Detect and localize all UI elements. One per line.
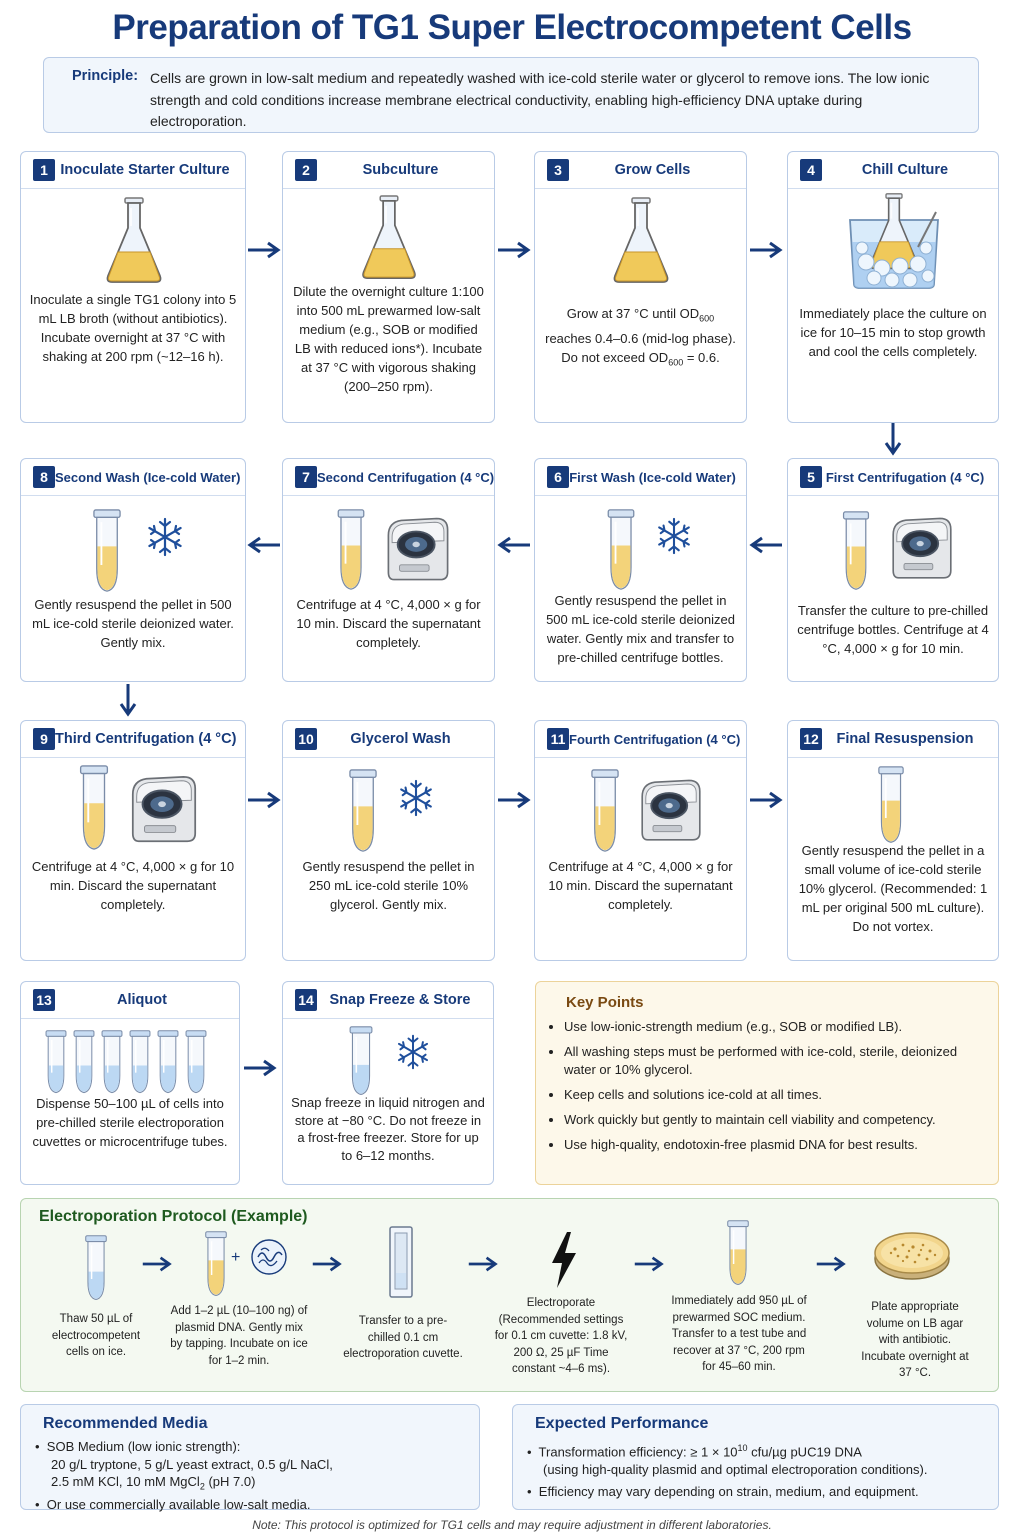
- step-card-11: [534, 720, 747, 961]
- step-number: 14: [295, 989, 317, 1011]
- step-header: [21, 721, 245, 758]
- step-header: [283, 721, 494, 758]
- step-title: Final Resuspension: [836, 731, 974, 747]
- step-text: Gently resuspend the pellet in a small volume of ice-cold sterile 10% glycerol. (Recommended: 1 mL per original 500 mL culture). Do not vortex.: [798, 843, 988, 934]
- step-header: [21, 152, 245, 189]
- list-item: • Efficiency may vary depending on strain, medium, and equipment.: [527, 1484, 919, 1500]
- arrow-right-icon: [467, 1255, 499, 1273]
- step-title: Aliquot: [117, 992, 167, 1008]
- step-number: 3: [547, 159, 569, 181]
- arrow-right-icon: [496, 240, 532, 260]
- centrifuge-icon: [535, 761, 747, 861]
- step-title: Grow Cells: [614, 162, 691, 178]
- tube-icon: [727, 1219, 749, 1287]
- arrow-down-icon: [883, 421, 903, 457]
- step-title: Third Centrifugation (4 °C): [55, 731, 237, 747]
- step-number: 7: [295, 466, 317, 488]
- key-points-title: Key Points: [566, 994, 644, 1011]
- centrifuge-icon: [283, 499, 495, 599]
- step-header: [535, 152, 746, 189]
- step-number: 11: [547, 728, 569, 750]
- list-item: • Keep cells and solutions ice-cold at all times.: [564, 1086, 984, 1104]
- step-number: 6: [547, 466, 569, 488]
- centrifuge-icon: [21, 761, 246, 861]
- performance-body: [527, 1439, 992, 1501]
- step-card-6: [534, 458, 747, 682]
- step-title: Inoculate Starter Culture: [60, 162, 230, 178]
- step-text: Centrifuge at 4 °C, 4,000 × g for 10 min. Discard the supernatant completely.: [296, 597, 481, 650]
- flask-icon: [21, 192, 246, 292]
- step-header: [788, 721, 998, 758]
- step-number: 5: [800, 466, 822, 488]
- footnote: Note: This protocol is optimized for TG1 cells and may require adjustment in different laboratories.: [252, 1518, 772, 1532]
- arrow-right-icon: [496, 790, 532, 810]
- step-header: [535, 459, 746, 496]
- electro-step-text: Thaw 50 µL of electrocompetent cells on ice.: [51, 1313, 141, 1358]
- page-title: Preparation of TG1 Super Electrocompetent Cells: [112, 8, 912, 47]
- flask-icon: [535, 192, 747, 292]
- arrow-right-icon: [815, 1255, 847, 1273]
- step-number: 2: [295, 159, 317, 181]
- tube-icon: [283, 761, 495, 861]
- arrow-right-icon: [246, 240, 282, 260]
- principle-label: Principle:: [72, 68, 139, 84]
- electroporation-box: [20, 1198, 999, 1392]
- principle-text: Cells are grown in low-salt medium and repeatedly washed with ice-cold sterile water or glycerol to remove ions. The low ionic strength and cold conditions increase membrane electrical conductivity, enabling high-efficiency DNA uptake during electroporation.: [150, 70, 930, 129]
- list-item: • Or use commercially available low-salt media.: [35, 1497, 311, 1513]
- arrow-right-icon: [748, 240, 784, 260]
- step-card-13: [20, 981, 240, 1185]
- step-title: Subculture: [362, 162, 439, 178]
- list-item: • Use high-quality, endotoxin-free plasmid DNA for best results.: [564, 1136, 984, 1154]
- step-title: Chill Culture: [861, 162, 949, 178]
- step-text: Gently resuspend the pellet in 500 mL ice-cold sterile deionized water. Gently mix.: [32, 597, 234, 650]
- step-title: Fourth Centrifugation (4 °C): [569, 731, 741, 747]
- step-title: Snap Freeze & Store: [329, 992, 471, 1008]
- performance-title: Expected Performance: [535, 1415, 709, 1432]
- step-header: [788, 459, 998, 496]
- flask-icon: [283, 192, 495, 292]
- key-points-list: [550, 1018, 984, 1161]
- electro-step-text: Electroporate (Recommended settings for 0.1 cm cuvette: 1.8 kV, 200 Ω, 25 µF Time constant ~4–6 ms).: [494, 1297, 628, 1375]
- step-header: [21, 459, 245, 496]
- step-card-7: [282, 458, 495, 682]
- arrow-left-icon: [246, 535, 282, 555]
- centrifuge-icon: [788, 499, 999, 599]
- arrow-right-icon: [748, 790, 784, 810]
- step-text: Gently resuspend the pellet in 250 mL ice-cold sterile 10% glycerol. Gently mix.: [302, 859, 475, 912]
- step-header: [535, 721, 746, 758]
- step-text: Inoculate a single TG1 colony into 5 mL LB broth (without antibiotics). Incubate overnight at 37 °C with shaking at 200 rpm (~12–16 h).: [29, 292, 237, 364]
- plasmid-dna-icon: [249, 1237, 289, 1277]
- step-number: 9: [33, 728, 55, 750]
- list-item: • Transformation efficiency: ≥ $1 \times 10^{10}$ cfu/µg pUC19 DNA: [527, 1443, 862, 1460]
- arrow-right-icon: [141, 1255, 173, 1273]
- arrow-down-icon: [118, 682, 138, 718]
- step-card-4: [787, 151, 999, 423]
- electro-step-text: Plate appropriate volume on LB agar with antibiotic. Incubate overnight at 37 °C.: [861, 1301, 969, 1379]
- step-card-1: [20, 151, 246, 423]
- media-body: [35, 1438, 475, 1514]
- step-text: Immediately place the culture on ice for 10–15 min to stop growth and cool the cells completely.: [799, 306, 987, 359]
- arrow-right-icon: [633, 1255, 665, 1273]
- tube-icon: [205, 1231, 227, 1297]
- principle-box: [43, 57, 979, 133]
- step-header: [283, 982, 493, 1019]
- step-title: First Centrifugation (4 °C): [825, 469, 985, 485]
- arrow-left-icon: [748, 535, 784, 555]
- arrow-right-icon: [246, 790, 282, 810]
- step-number: 8: [33, 466, 55, 488]
- list-item: • Use low-ionic-strength medium (e.g., SOB or modified LB).: [564, 1018, 984, 1036]
- list-item: • All washing steps must be performed with ice-cold, sterile, deionized water or 10% glycerol.: [564, 1043, 984, 1079]
- step-text: Gently resuspend the pellet in 500 mL ice-cold sterile deionized water. Gently mix and transfer to pre-chilled centrifuge bottles.: [546, 593, 735, 665]
- step-number: 1: [33, 159, 55, 181]
- expected-performance-box: [512, 1404, 999, 1510]
- tube-icon: [21, 499, 246, 599]
- step-number: 4: [800, 159, 822, 181]
- electro-step-text: Transfer to a pre-chilled 0.1 cm electroporation cuvette.: [343, 1315, 463, 1360]
- step-text: Snap freeze in liquid nitrogen and store at −80 °C. Do not freeze in a frost-free freezer. Store for up to 6–12 months.: [291, 1095, 485, 1163]
- step-title: First Wash (Ice-cold Water): [569, 469, 736, 485]
- step-text: Grow at 37 °C until $OD_{600}$ reaches 0.4–0.6 (mid-log phase). Do not exceed $OD_{600} = 0.6$.: [545, 306, 736, 368]
- agar-plate-icon: [873, 1223, 951, 1283]
- cuvette-icon: [388, 1225, 414, 1299]
- electroporation-title: Electroporation Protocol (Example): [39, 1208, 308, 1225]
- list-item: • SOB Medium (low ionic strength):: [35, 1439, 241, 1454]
- step-text: Dispense 50–100 µL of cells into pre-chilled sterile electroporation cuvettes or microcentrifuge tubes.: [32, 1096, 228, 1149]
- step-card-12: [787, 720, 999, 961]
- step-number: 13: [33, 989, 55, 1011]
- step-number: 12: [800, 728, 822, 750]
- step-card-3: [534, 151, 747, 423]
- recommended-media-box: [20, 1404, 480, 1513]
- tube-icon: [535, 499, 747, 599]
- list-item: 2.5 mM KCl, 10 mM MgCl$_2$ (pH 7.0): [51, 1474, 256, 1492]
- step-title: Second Wash (Ice-cold Water): [55, 469, 241, 485]
- lightning-icon: [549, 1231, 579, 1289]
- step-header: [788, 152, 998, 189]
- step-text: Transfer the culture to pre-chilled centrifuge bottles. Centrifuge at 4 °C, 4,000 × g for 10 min.: [797, 603, 989, 656]
- step-card-10: [282, 720, 495, 961]
- step-header: [283, 152, 494, 189]
- plus-icon: +: [231, 1249, 241, 1266]
- step-text: Centrifuge at 4 °C, 4,000 × g for 10 min. Discard the supernatant completely.: [31, 859, 235, 912]
- arrow-right-icon: [311, 1255, 343, 1273]
- step-card-14: [282, 981, 494, 1185]
- step-card-8: [20, 458, 246, 682]
- arrow-left-icon: [496, 535, 532, 555]
- step-number: 10: [295, 728, 317, 750]
- list-item: • Work quickly but gently to maintain cell viability and competency.: [564, 1111, 984, 1129]
- step-card-5: [787, 458, 999, 682]
- electro-step-text: Add 1–2 µL (10–100 ng) of plasmid DNA. Gently mix by tapping. Incubate on ice for 1–2 min.: [170, 1305, 308, 1367]
- step-card-9: [20, 720, 246, 961]
- step-text: Centrifuge at 4 °C, 4,000 × g for 10 min. Discard the supernatant completely.: [548, 859, 733, 912]
- tube-icon: [85, 1235, 107, 1301]
- step-header: [21, 982, 239, 1019]
- key-points-box: [535, 981, 999, 1185]
- step-text: Dilute the overnight culture 1:100 into 500 mL prewarmed low-salt medium (e.g., SOB or modified LB with reduced ions*). Incubate at 37 °C with vigorous shaking (200–250 rpm).: [293, 284, 484, 394]
- ice-bath-icon: [788, 192, 999, 292]
- media-title: Recommended Media: [43, 1415, 208, 1432]
- step-title: Second Centrifugation (4 °C): [317, 469, 495, 485]
- step-header: [283, 459, 494, 496]
- step-title: Glycerol Wash: [350, 731, 451, 747]
- arrow-right-icon: [242, 1058, 278, 1078]
- list-item: 20 g/L tryptone, 5 g/L yeast extract, 0.5 g/L NaCl,: [51, 1456, 333, 1472]
- electro-step-text: Immediately add 950 µL of prewarmed SOC medium. Transfer to a test tube and recover at 37 °C, 200 rpm for 45–60 min.: [671, 1295, 807, 1373]
- list-item: (using high-quality plasmid and optimal electroporation conditions).: [543, 1462, 928, 1478]
- step-card-2: [282, 151, 495, 423]
